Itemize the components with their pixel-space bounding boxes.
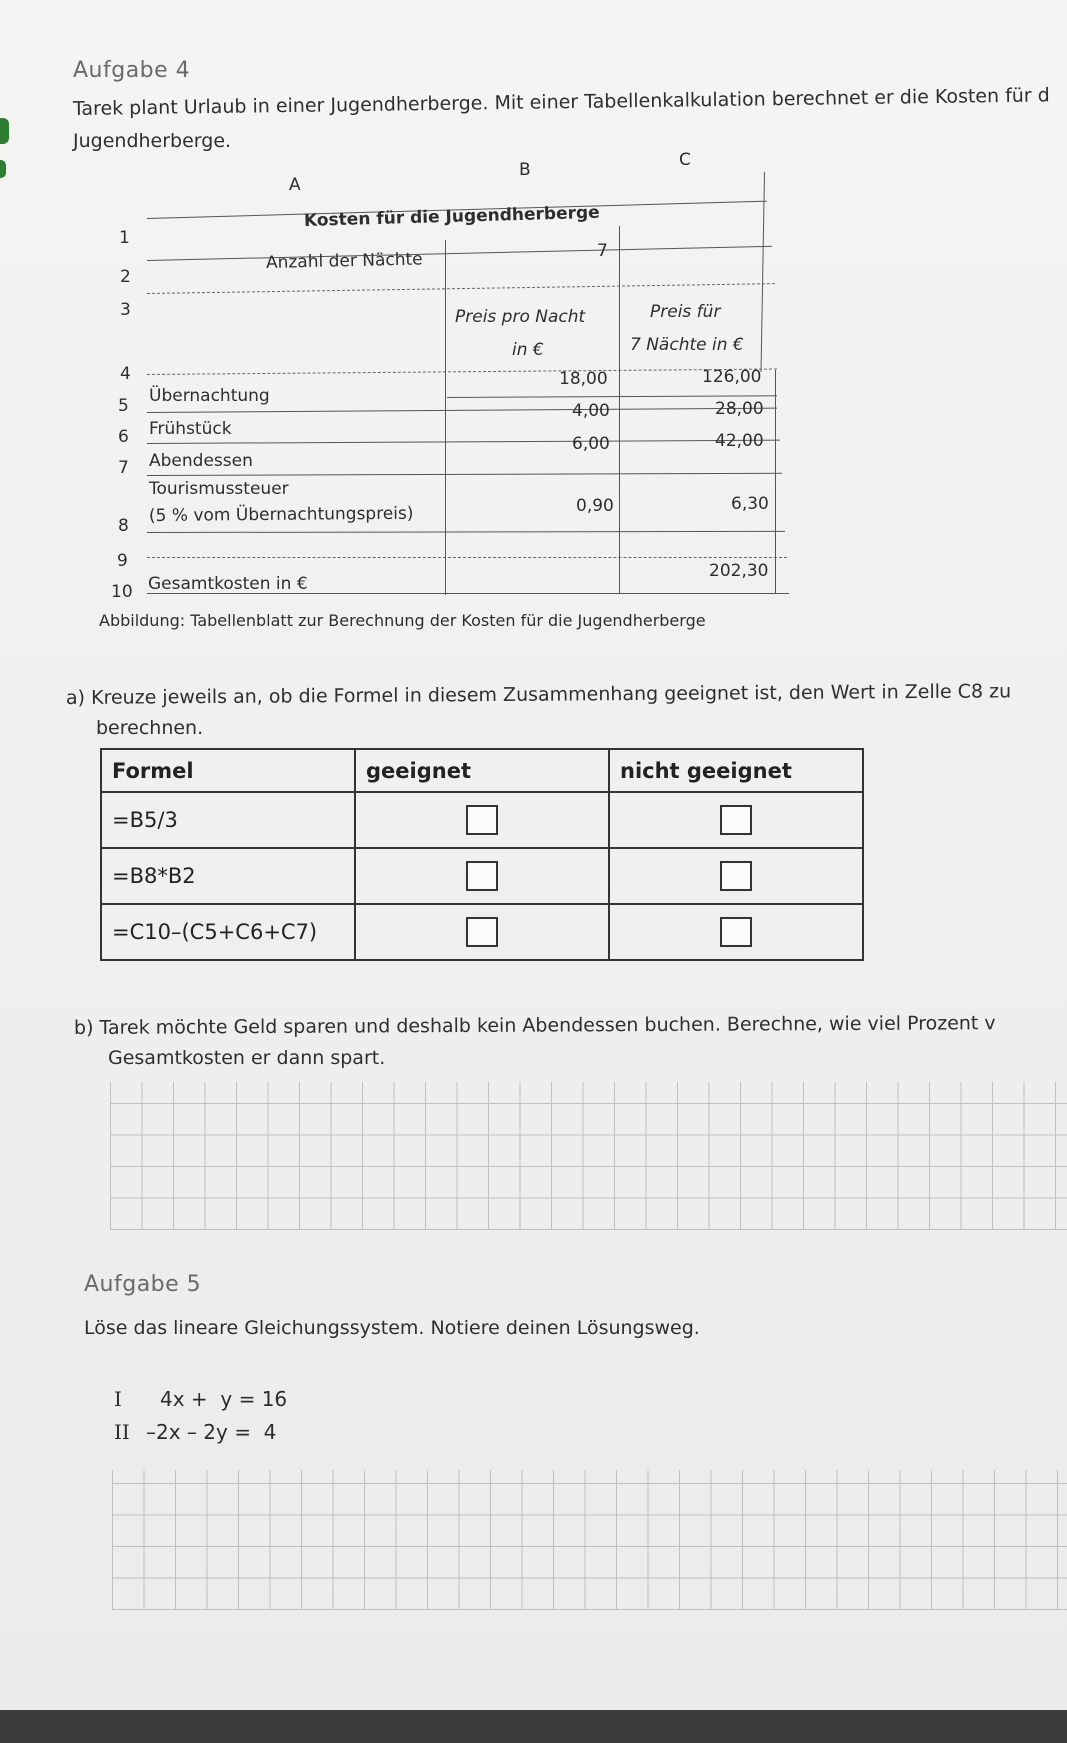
col-b-header-line1: Preis pro Nacht [455,307,586,327]
table-row [101,904,863,960]
row-label-total: Gesamtkosten in € [148,574,308,594]
row-number: 3 [120,300,131,320]
suitable-checkbox[interactable] [466,861,498,891]
row-number: 7 [118,458,129,478]
row-number: 4 [120,364,131,384]
row-number: 9 [117,551,128,571]
formula-cell: =C10–(C5+C6+C7) [101,904,355,960]
row-number: 6 [118,427,129,447]
col-c-header-line2: 7 Nächte in € [630,335,744,355]
header-formula: Formel [101,749,355,792]
task4-title: Aufgabe 4 [73,58,191,83]
task5-instruction: Löse das lineare Gleichungssystem. Notiere deinen Lösungsweg. [84,1317,700,1339]
cell-b7: 6,00 [572,434,610,454]
row-number: 2 [120,267,131,287]
suitable-checkbox[interactable] [466,805,498,835]
nights-label: Anzahl der Nächte [265,249,423,273]
highlighter-mark [0,118,9,144]
cell-b6: 4,00 [572,401,610,421]
part-a-line2: berechnen. [96,717,204,739]
row-label-tax-line2: (5 % vom Übernachtungspreis) [148,503,414,526]
cell-c6: 28,00 [715,399,764,419]
part-b-line2: Gesamtkosten er dann spart. [108,1047,386,1069]
row-label-overnight: Übernachtung [149,386,270,406]
eq2: –2x – 2y = 4 [146,1420,277,1444]
eq1: 4x + y = 16 [160,1387,288,1411]
cell-c10: 202,30 [709,561,769,581]
header-not-suitable: nicht geeignet [609,749,863,792]
col-letter-c: C [679,150,691,170]
cell-c5: 126,00 [702,367,762,387]
cell-b8: 0,90 [576,496,614,516]
formula-cell: =B5/3 [101,792,355,848]
col-letter-b: B [519,160,531,180]
row-number: 10 [111,582,133,602]
eq1-label: I [114,1387,122,1411]
header-suitable: geeignet [355,749,609,792]
col-letter-a: A [289,175,301,195]
task4-intro-line1: Tarek plant Urlaub in einer Jugendherberge. Mit einer Tabellenkalkulation berechnet er die Kosten für d [72,84,1050,120]
part-a-line1: a) Kreuze jeweils an, ob die Formel in diesem Zusammenhang geeignet ist, den Wert in Zelle C8 zu [65,680,1012,709]
col-c-header-line1: Preis für [650,302,721,322]
table-row [101,792,863,848]
cell-c8: 6,30 [731,494,769,514]
task5-title: Aufgabe 5 [84,1272,202,1297]
row-label-tax-line1: Tourismussteuer [149,479,289,499]
nights-value: 7 [597,241,608,261]
figure-caption: Abbildung: Tabellenblatt zur Berechnung der Kosten für die Jugendherberge [99,611,706,630]
not-suitable-checkbox[interactable] [720,805,752,835]
table-row [101,848,863,904]
row-label-breakfast: Frühstück [149,419,232,439]
row-number: 8 [118,516,129,536]
answer-grid-b[interactable] [110,1082,1067,1230]
eq2-label: II [114,1420,130,1444]
screen-edge [0,1710,1067,1743]
formula-cell: =B8*B2 [101,848,355,904]
part-b-line1: b) Tarek möchte Geld sparen und deshalb kein Abendessen buchen. Berechne, wie viel Prozent v [73,1012,996,1039]
cell-b5: 18,00 [559,369,608,389]
row-number: 1 [119,228,130,248]
not-suitable-checkbox[interactable] [720,917,752,947]
col-b-header-line2: in € [512,340,544,360]
row-label-dinner: Abendessen [149,451,253,471]
spreadsheet-title: Kosten für die Jugendherberge [303,202,600,231]
row-number: 5 [118,396,129,416]
task4-intro-line2: Jugendherberge. [73,130,232,152]
formula-table [100,748,864,961]
answer-grid-task5[interactable] [112,1470,1067,1610]
not-suitable-checkbox[interactable] [720,861,752,891]
cell-c7: 42,00 [715,431,764,451]
highlighter-mark [0,160,6,178]
suitable-checkbox[interactable] [466,917,498,947]
